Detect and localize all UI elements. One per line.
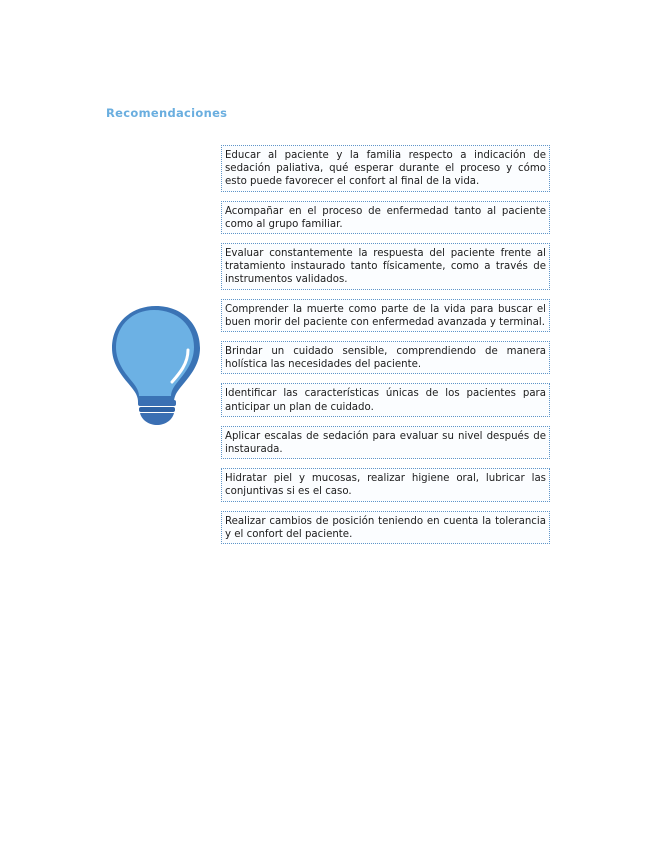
- recommendation-box: Aplicar escalas de sedación para evaluar su nivel después de instaurada.: [221, 426, 550, 459]
- recommendations-list: [221, 145, 550, 553]
- recommendation-box: Brindar un cuidado sensible, comprendiendo de manera holística las necesidades del paciente.: [221, 341, 550, 374]
- recommendation-box: Educar al paciente y la familia respecto a indicación de sedación paliativa, qué esperar durante el proceso y cómo esto puede favorecer el confort al final de la vida.: [221, 145, 550, 192]
- recommendation-box: Realizar cambios de posición teniendo en cuenta la tolerancia y el confort del paciente.: [221, 511, 550, 544]
- recommendation-box: Hidratar piel y mucosas, realizar higiene oral, lubricar las conjuntivas si es el caso.: [221, 468, 550, 501]
- section-title: Recomendaciones: [106, 106, 228, 120]
- recommendation-box: Acompañar en el proceso de enfermedad tanto al paciente como al grupo familiar.: [221, 201, 550, 234]
- recommendation-box: Evaluar constantemente la respuesta del paciente frente al tratamiento instaurado tanto físicamente, como a través de instrumentos validados.: [221, 243, 550, 290]
- recommendation-box: Identificar las características únicas de los pacientes para anticipar un plan de cuidado.: [221, 383, 550, 416]
- lightbulb-icon: [108, 302, 204, 428]
- recommendation-box: Comprender la muerte como parte de la vida para buscar el buen morir del paciente con enfermedad avanzada y terminal.: [221, 299, 550, 332]
